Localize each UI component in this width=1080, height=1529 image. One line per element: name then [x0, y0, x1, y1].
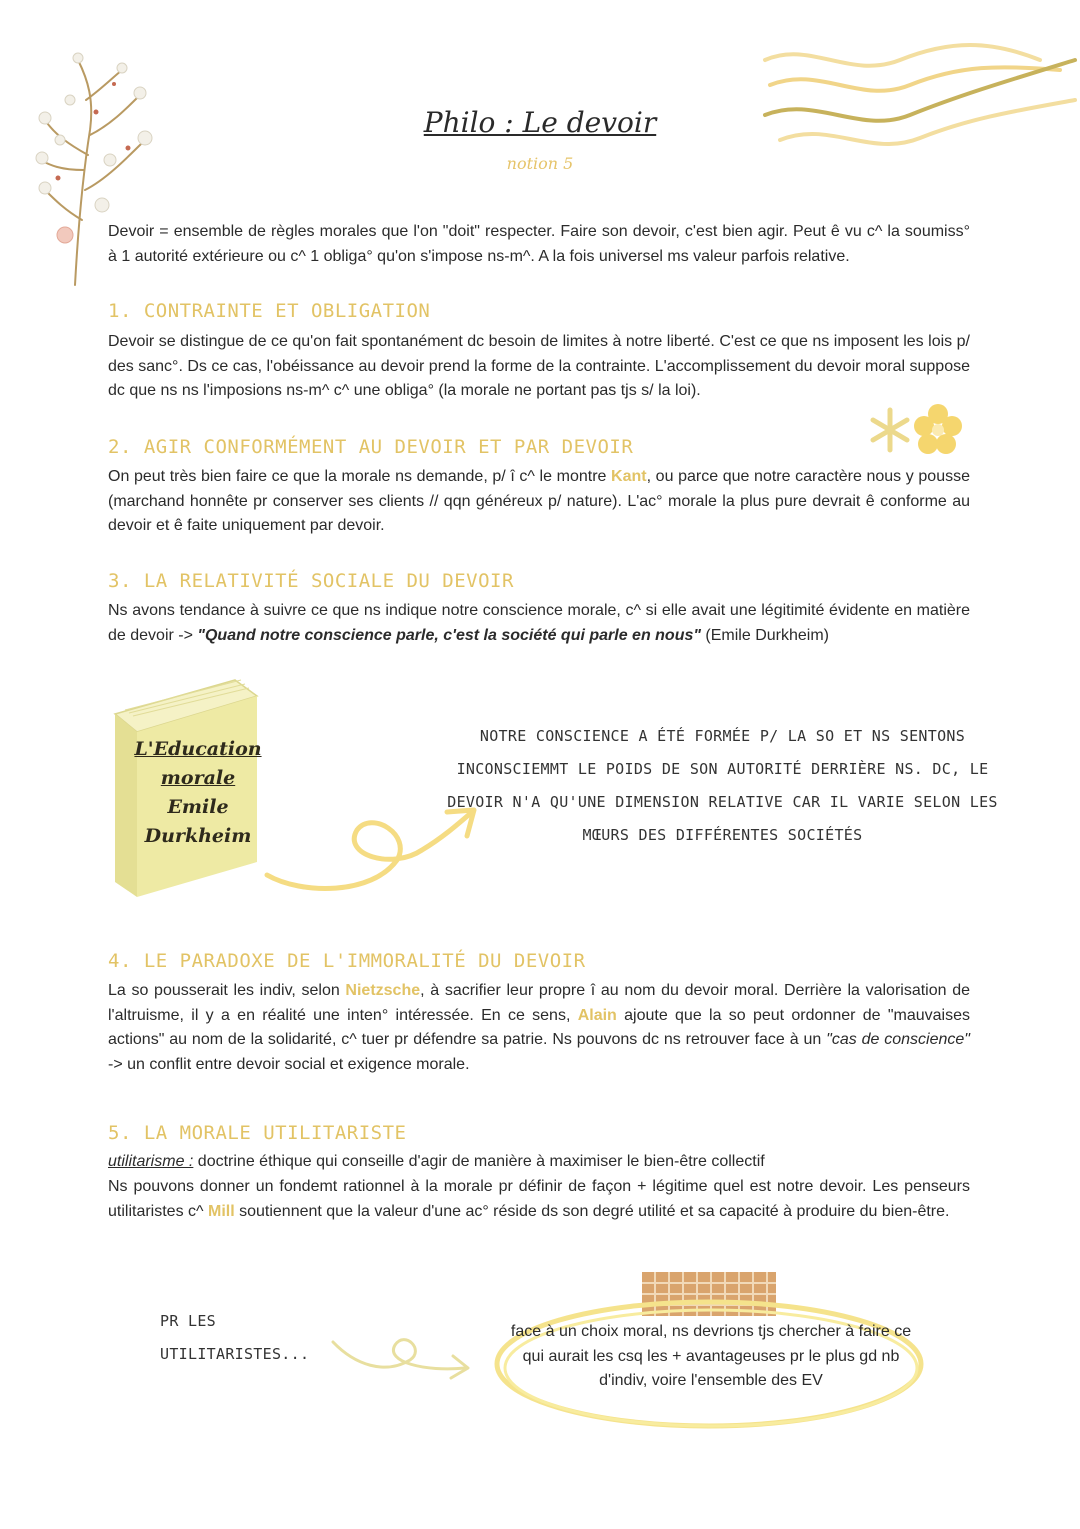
section-1-text: Devoir se distingue de ce qu'on fait spontanément dc besoin de limites à notre liberté. C'est ce que ns imposent les lois p/ des sanc°. Ds ce cas, l'obéissance au devoir prend la forme de la contrainte. L'accomplissement du devoir moral suppose dc que ns ns l'imposions ns-m^ c^ une obliga° (la morale ne portant pas tjs s/ la loi). [108, 333, 970, 399]
name-kant: Kant [611, 468, 647, 485]
book-title: L'Education morale Emile Durkheim [134, 738, 262, 847]
wave-lines-decoration [760, 40, 1080, 160]
durkheim-quote: "Quand notre conscience parle, c'est la société qui parle en nous" [197, 626, 701, 644]
small-curly-arrow-icon [325, 1320, 485, 1390]
section-2-text: On peut très bien faire ce que la morale ns demande, p/ î c^ le montre Kant, ou parce que notre caractère nous y pousse (marchand honnête pr conserver ses clients // qqn généreux p/ nature). L'ac° morale la plus pure devrait ê conforme au devoir et ê faite uniquement par devoir. [108, 468, 970, 534]
utilitarians-label: PR LES UTILITARISTES... [160, 1312, 310, 1363]
section-3-text: Ns avons tendance à suivre ce que ns indique notre conscience morale, c^ si elle avait une légitimité évidente en matière de devoir -> "Quand notre conscience parle, c'est la société qui parle en nous" (Emile Durkheim) [108, 602, 970, 644]
durkheim-note: NOTRE CONSCIENCE A ÉTÉ FORMÉE P/ LA SO ET NS SENTONS INCONSCIEMMT LE POIDS DE SON AUTORITÉ DERRIÈRE NS. DC, LE DEVOIR N'A QU'UNE DIMENSION RELATIVE CAR IL VARIE SELON LES MŒURS DES DIFFÉRENTES SOCIÉTÉS [447, 727, 998, 844]
section-5-text: Ns pouvons donner un fondemt rationnel à la morale pr définir de façon + légitime quel est notre devoir. Les penseurs utilitaristes c^ Mill soutiennent que la valeur d'une ac° réside ds son degré utilité et sa capacité à produire du bien-être. [108, 1178, 970, 1220]
section-4-text: La so pousserait les indiv, selon Nietzsche, à sacrifier leur propre î au nom du devoir moral. Derrière la valorisation de l'altruisme, il y a en réalité une inten° intéressée. En ce sens, Alain ajoute que la so peut ordonner de "mauvaises actions" au nom de la solidarité, c^ tuer pr défendre sa patrie. Ns pouvons dc ns retrouver face à un "cas de conscience" -> un conflit entre devoir social et exigence morale. [108, 982, 971, 1073]
section-4-heading: 4. LE PARADOXE DE L'IMMORALITÉ DU DEVOIR [108, 950, 586, 972]
section-1-heading: 1. CONTRAINTE ET OBLIGATION [108, 300, 431, 322]
name-alain: Alain [577, 1006, 617, 1024]
section-3-heading: 3. LA RELATIVITÉ SOCIALE DU DEVOIR [108, 570, 514, 592]
utilitarianism-definition: utilitarisme : doctrine éthique qui conseille d'agir de manière à maximiser le bien-être collectif [108, 1153, 765, 1170]
section-2-heading: 2. AGIR CONFORMÉMENT AU DEVOIR ET PAR DEVOIR [108, 436, 634, 458]
name-mill: Mill [207, 1202, 235, 1220]
page-subtitle: notion 5 [506, 154, 574, 173]
intro-paragraph: Devoir = ensemble de règles morales que l'on "doit" respecter. Faire son devoir, c'est bien agir. Peut ê vu c^ la soumiss° à 1 autorité extérieure ou c^ 1 obliga° qu'on s'impose ns-m^. A la fois universel ms valeur parfois relative. [108, 223, 970, 265]
section-5-heading: 5. LA MORALE UTILITARISTE [108, 1122, 407, 1144]
page-title: Philo : Le devoir [423, 106, 657, 139]
name-nietzsche: Nietzsche [345, 982, 421, 999]
utilitarian-bubble-text: face à un choix moral, ns devrions tjs chercher à faire ce qui aurait les csq les + avantageuses pr le plus gd nb d'indiv, voire l'ensemble des EV [510, 1323, 912, 1389]
flowers-decoration [868, 400, 968, 460]
